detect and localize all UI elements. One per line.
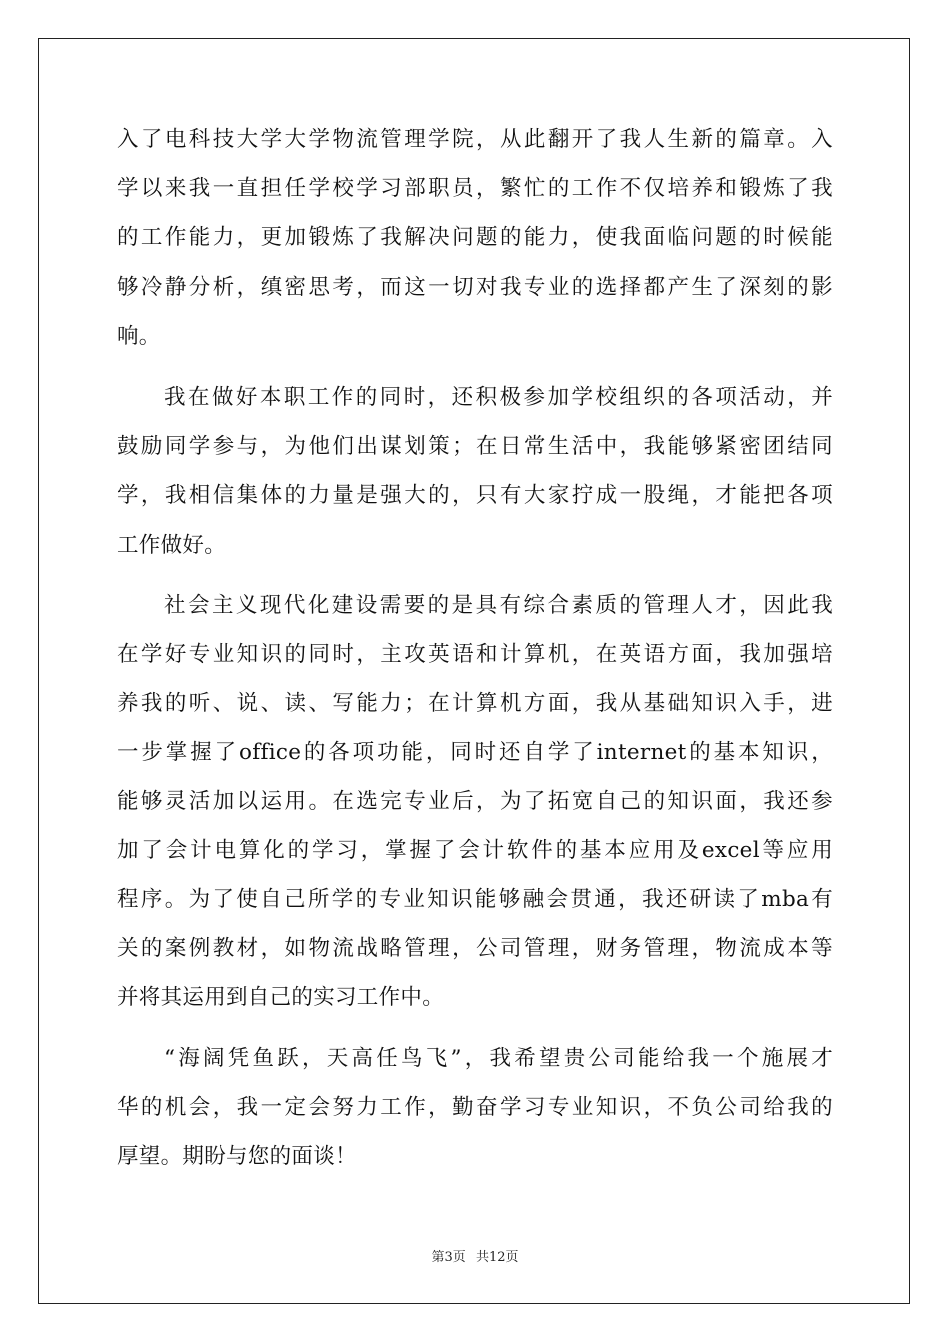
paragraph-first-line: 我在做好本职工作的同时，还积极参加学校组织的各项活动，并 bbox=[164, 385, 833, 410]
page-number: 第3页 bbox=[431, 1250, 466, 1265]
text-line: 入了电科技大学大学物流管理学院，从此翻开了我人生新的篇章。入 bbox=[117, 127, 833, 152]
text-line: 华的机会，我一定会努力工作，勤奋学习专业知识，不负公司给我的 bbox=[117, 1095, 833, 1120]
text-line: 在学好专业知识的同时，主攻英语和计算机，在英语方面，我加强培 bbox=[117, 642, 833, 667]
text-line: 一步掌握了office的各项功能，同时还自学了internet的基本知识， bbox=[117, 740, 833, 765]
text-line: 够冷静分析，缜密思考，而这一切对我专业的选择都产生了深刻的影 bbox=[117, 275, 833, 300]
text-line: 的工作能力，更加锻炼了我解决问题的能力，使我面临问题的时候能 bbox=[117, 225, 833, 250]
page-total: 共12页 bbox=[475, 1250, 519, 1265]
paragraph-first-line: “海阔凭鱼跃，天高任鸟飞”，我希望贵公司能给我一个施展才 bbox=[164, 1046, 833, 1071]
text-line: 学，我相信集体的力量是强大的，只有大家拧成一股绳，才能把各项 bbox=[117, 483, 833, 508]
paragraph-first-line: 社会主义现代化建设需要的是具有综合素质的管理人才，因此我 bbox=[164, 593, 833, 618]
text-line: 工作做好。 bbox=[117, 533, 227, 558]
text-line: 养我的听、说、读、写能力；在计算机方面，我从基础知识入手，进 bbox=[117, 691, 833, 716]
page-footer bbox=[0, 1246, 950, 1265]
text-line: 程序。为了使自己所学的专业知识能够融会贯通，我还研读了mba有 bbox=[117, 887, 833, 912]
text-line: 关的案例教材，如物流战略管理，公司管理，财务管理，物流成本等 bbox=[117, 936, 833, 961]
text-line: 加了会计电算化的学习，掌握了会计软件的基本应用及excel等应用 bbox=[117, 838, 833, 863]
text-line: 鼓励同学参与，为他们出谋划策；在日常生活中，我能够紧密团结同 bbox=[117, 434, 833, 459]
text-line: 能够灵活加以运用。在选完专业后，为了拓宽自己的知识面，我还参 bbox=[117, 789, 833, 814]
text-line: 响。 bbox=[117, 324, 161, 349]
text-line: 学以来我一直担任学校学习部职员，繁忙的工作不仅培养和锻炼了我 bbox=[117, 176, 833, 201]
text-line: 并将其运用到自己的实习工作中。 bbox=[117, 985, 445, 1010]
text-line: 厚望。期盼与您的面谈！ bbox=[117, 1144, 357, 1169]
